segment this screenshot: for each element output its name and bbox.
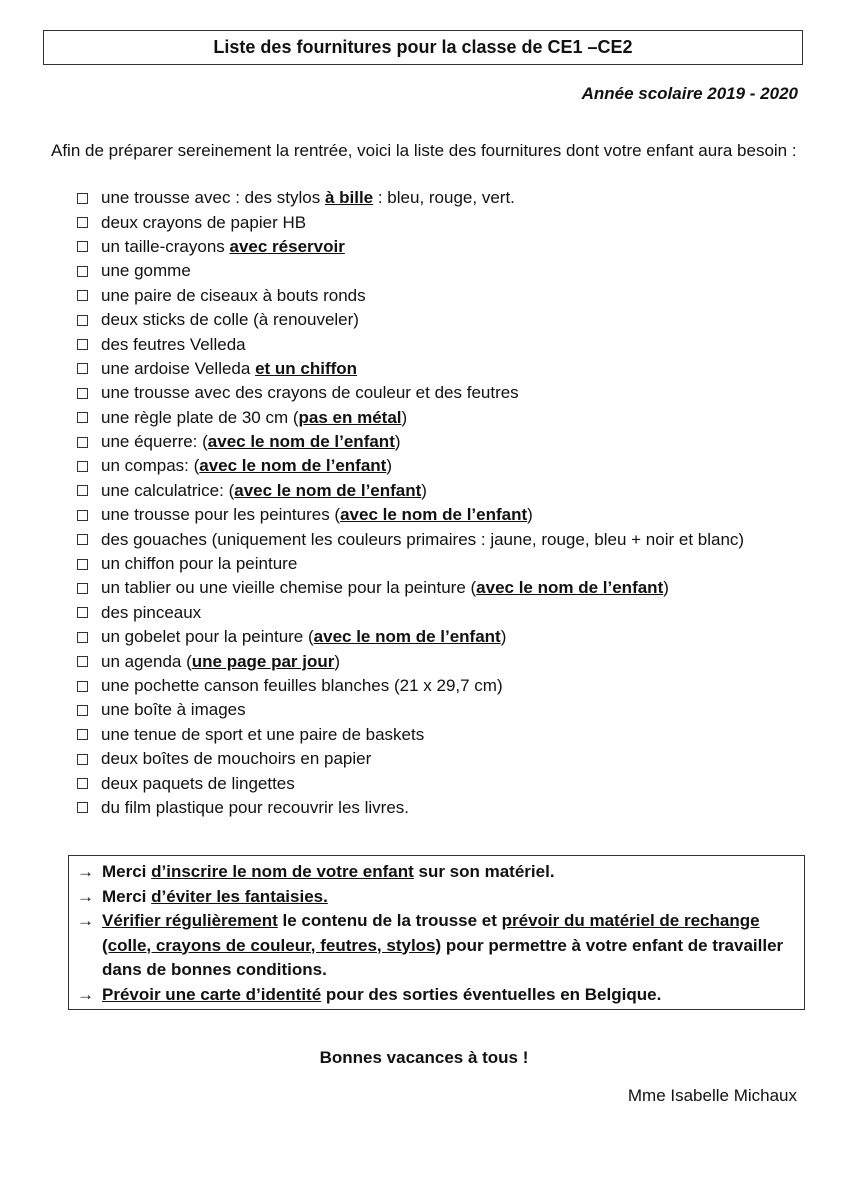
checkbox-icon xyxy=(77,705,88,716)
emphasis-text: et un chiffon xyxy=(255,358,358,378)
list-item-text xyxy=(101,772,295,796)
emphasis-text: avec le nom de l’enfant xyxy=(234,480,422,500)
list-item xyxy=(77,235,744,259)
list-item-text xyxy=(101,650,340,674)
item-text: une trousse avec des crayons de couleur et des feutres xyxy=(101,383,519,403)
list-item xyxy=(77,454,744,478)
checkbox-icon xyxy=(77,534,88,545)
list-item-text xyxy=(101,430,401,454)
list-item-text xyxy=(101,723,424,747)
list-item xyxy=(77,649,744,673)
list-item xyxy=(77,698,744,722)
item-text: pour des sorties éventuelles en Belgique. xyxy=(321,984,662,1004)
list-item xyxy=(77,771,744,795)
item-text: du film plastique pour recouvrir les livres. xyxy=(101,797,410,817)
item-text: une tenue de sport et une paire de baskets xyxy=(101,724,425,744)
item-text: deux sticks de colle (à renouveler) xyxy=(101,310,359,330)
checkbox-icon xyxy=(77,681,88,692)
emphasis-text: d’éviter les fantaisies. xyxy=(151,886,328,906)
list-item xyxy=(77,796,744,820)
emphasis-text: avec le nom de l’enfant xyxy=(313,627,501,647)
checkbox-icon xyxy=(77,339,88,350)
checkbox-icon xyxy=(77,485,88,496)
note-line xyxy=(77,909,796,983)
item-text: le contenu de la trousse et xyxy=(277,911,502,930)
checkbox-icon xyxy=(77,315,88,326)
emphasis-text: d’inscrire le nom de votre enfant xyxy=(151,862,414,881)
list-item-text xyxy=(101,479,427,503)
emphasis-text: avec réservoir xyxy=(229,236,345,256)
list-item xyxy=(77,503,744,527)
list-item-text xyxy=(101,576,669,600)
arrow-right-icon: → xyxy=(77,911,94,930)
item-text: des pinceaux xyxy=(101,602,202,622)
arrow-right-icon: → xyxy=(77,886,94,906)
school-year: Année scolaire 2019 - 2020 xyxy=(581,84,798,103)
page-title: Liste des fournitures pour la classe de CE1 –CE2 xyxy=(213,37,633,57)
item-text: une équerre: ( xyxy=(101,432,208,452)
item-text: ) xyxy=(421,480,427,500)
list-item xyxy=(77,625,744,649)
item-text: : bleu, rouge, vert. xyxy=(373,188,515,208)
checkbox-icon xyxy=(77,266,88,277)
list-item xyxy=(77,210,744,234)
item-text: deux crayons de papier HB xyxy=(101,212,307,232)
list-item-text xyxy=(101,528,744,552)
item-text: sur son matériel. xyxy=(413,862,555,881)
signature: Mme Isabelle Michaux xyxy=(627,1086,797,1105)
list-item-text xyxy=(101,698,246,722)
emphasis-text: avec le nom de l’enfant xyxy=(476,578,664,598)
list-item xyxy=(77,527,744,551)
checkbox-icon xyxy=(77,778,88,789)
emphasis-text: pas en métal xyxy=(298,407,402,427)
item-text: un tablier ou une vieille chemise pour la peinture ( xyxy=(101,578,477,598)
arrow-right-icon: → xyxy=(77,862,94,881)
item-text: ) xyxy=(500,627,507,647)
list-item-text xyxy=(101,625,506,649)
note-text xyxy=(102,860,796,885)
emphasis-text: prévoir du matériel de rechange (colle, crayons de couleur, feutres, stylos) xyxy=(102,911,760,955)
list-item-text xyxy=(101,308,359,332)
list-item-text xyxy=(101,503,533,527)
checkbox-icon xyxy=(77,607,88,618)
note-line xyxy=(77,885,796,910)
item-text: ) xyxy=(334,651,341,671)
list-item xyxy=(77,259,744,283)
notes-box xyxy=(68,855,805,1010)
list-item-text xyxy=(101,674,503,698)
item-text: ) xyxy=(401,407,408,427)
checkbox-icon xyxy=(77,632,88,643)
list-item-text xyxy=(101,259,191,283)
emphasis-text: avec le nom de l’enfant xyxy=(199,456,387,476)
item-text: ) xyxy=(527,505,533,525)
item-text: une règle plate de 30 cm ( xyxy=(101,407,299,427)
item-text: une ardoise Velleda xyxy=(101,358,256,378)
note-text xyxy=(102,983,796,1008)
list-item-text xyxy=(101,333,246,357)
item-text: une trousse avec : des stylos xyxy=(101,188,325,208)
list-item xyxy=(77,552,744,576)
item-text: une calculatrice: ( xyxy=(101,480,235,500)
item-text: Merci xyxy=(102,886,152,906)
list-item-text xyxy=(101,186,515,210)
supplies-list xyxy=(77,186,744,820)
list-item xyxy=(77,723,744,747)
item-text: une paire de ciseaux à bouts ronds xyxy=(101,285,366,305)
note-text xyxy=(102,909,796,983)
item-text: des gouaches (uniquement les couleurs primaires : jaune, rouge, bleu + noir et blanc) xyxy=(101,529,745,549)
note-text xyxy=(102,885,796,910)
item-text: des feutres Velleda xyxy=(101,334,246,354)
intro-paragraph: Afin de préparer sereinement la rentrée, voici la liste des fournitures dont votre enfant aura besoin : xyxy=(51,141,797,160)
emphasis-text: avec le nom de l’enfant xyxy=(340,505,528,525)
checkbox-icon xyxy=(77,754,88,765)
checkbox-icon xyxy=(77,412,88,423)
emphasis-text: Vérifier régulièrement xyxy=(102,911,278,930)
item-text: une boîte à images xyxy=(101,700,246,720)
emphasis-text: à bille xyxy=(324,188,374,208)
item-text: pour permettre à votre enfant de travailler dans de bonnes conditions. xyxy=(102,935,784,979)
item-text: une trousse pour les peintures ( xyxy=(101,505,341,525)
item-text: un taille-crayons xyxy=(101,236,230,256)
list-item-text xyxy=(101,796,409,820)
note-line xyxy=(77,983,796,1008)
list-item xyxy=(77,381,744,405)
list-item xyxy=(77,747,744,771)
checkbox-icon xyxy=(77,656,88,667)
list-item-text xyxy=(101,454,392,478)
checkbox-icon xyxy=(77,559,88,570)
list-item xyxy=(77,308,744,332)
list-item xyxy=(77,186,744,210)
arrow-right-icon: → xyxy=(77,984,94,1004)
checkbox-icon xyxy=(77,583,88,594)
item-text: un agenda ( xyxy=(101,651,192,671)
title-box xyxy=(43,30,803,65)
item-text: deux paquets de lingettes xyxy=(101,773,295,793)
checkbox-icon xyxy=(77,461,88,472)
list-item-text xyxy=(101,406,407,430)
item-text: un gobelet pour la peinture ( xyxy=(101,627,314,647)
checkbox-icon xyxy=(77,729,88,740)
list-item xyxy=(77,430,744,454)
list-item-text xyxy=(101,381,519,405)
emphasis-text: avec le nom de l’enfant xyxy=(207,432,395,452)
item-text: ) xyxy=(394,432,401,452)
checkbox-icon xyxy=(77,437,88,448)
checkbox-icon xyxy=(77,241,88,252)
item-text: un chiffon pour la peinture xyxy=(101,554,298,574)
list-item-text xyxy=(101,357,357,381)
checkbox-icon xyxy=(77,388,88,399)
list-item-text xyxy=(101,211,306,235)
list-item xyxy=(77,406,744,430)
list-item xyxy=(77,332,744,356)
list-item xyxy=(77,674,744,698)
list-item xyxy=(77,576,744,600)
item-text: un compas: ( xyxy=(101,456,200,476)
note-line xyxy=(77,860,796,885)
item-text: ) xyxy=(386,456,392,476)
list-item-text xyxy=(101,601,201,625)
item-text: Merci xyxy=(102,862,152,881)
checkbox-icon xyxy=(77,363,88,374)
list-item xyxy=(77,601,744,625)
list-item-text xyxy=(101,747,371,771)
checkbox-icon xyxy=(77,510,88,521)
checkbox-icon xyxy=(77,290,88,301)
checkbox-icon xyxy=(77,802,88,813)
emphasis-text: une page par jour xyxy=(191,651,335,671)
list-item xyxy=(77,284,744,308)
item-text: une gomme xyxy=(101,261,191,281)
list-item-text xyxy=(101,552,297,576)
list-item xyxy=(77,479,744,503)
list-item-text xyxy=(101,284,366,308)
item-text: une pochette canson feuilles blanches (21 x 29,7 cm) xyxy=(101,676,503,695)
closing-message: Bonnes vacances à tous ! xyxy=(319,1048,529,1067)
item-text: ) xyxy=(663,578,669,598)
checkbox-icon xyxy=(77,217,88,228)
list-item xyxy=(77,357,744,381)
emphasis-text: Prévoir une carte d’identité xyxy=(102,984,322,1004)
item-text: deux boîtes de mouchoirs en papier xyxy=(101,749,372,769)
checkbox-icon xyxy=(77,193,88,204)
list-item-text xyxy=(101,235,345,259)
